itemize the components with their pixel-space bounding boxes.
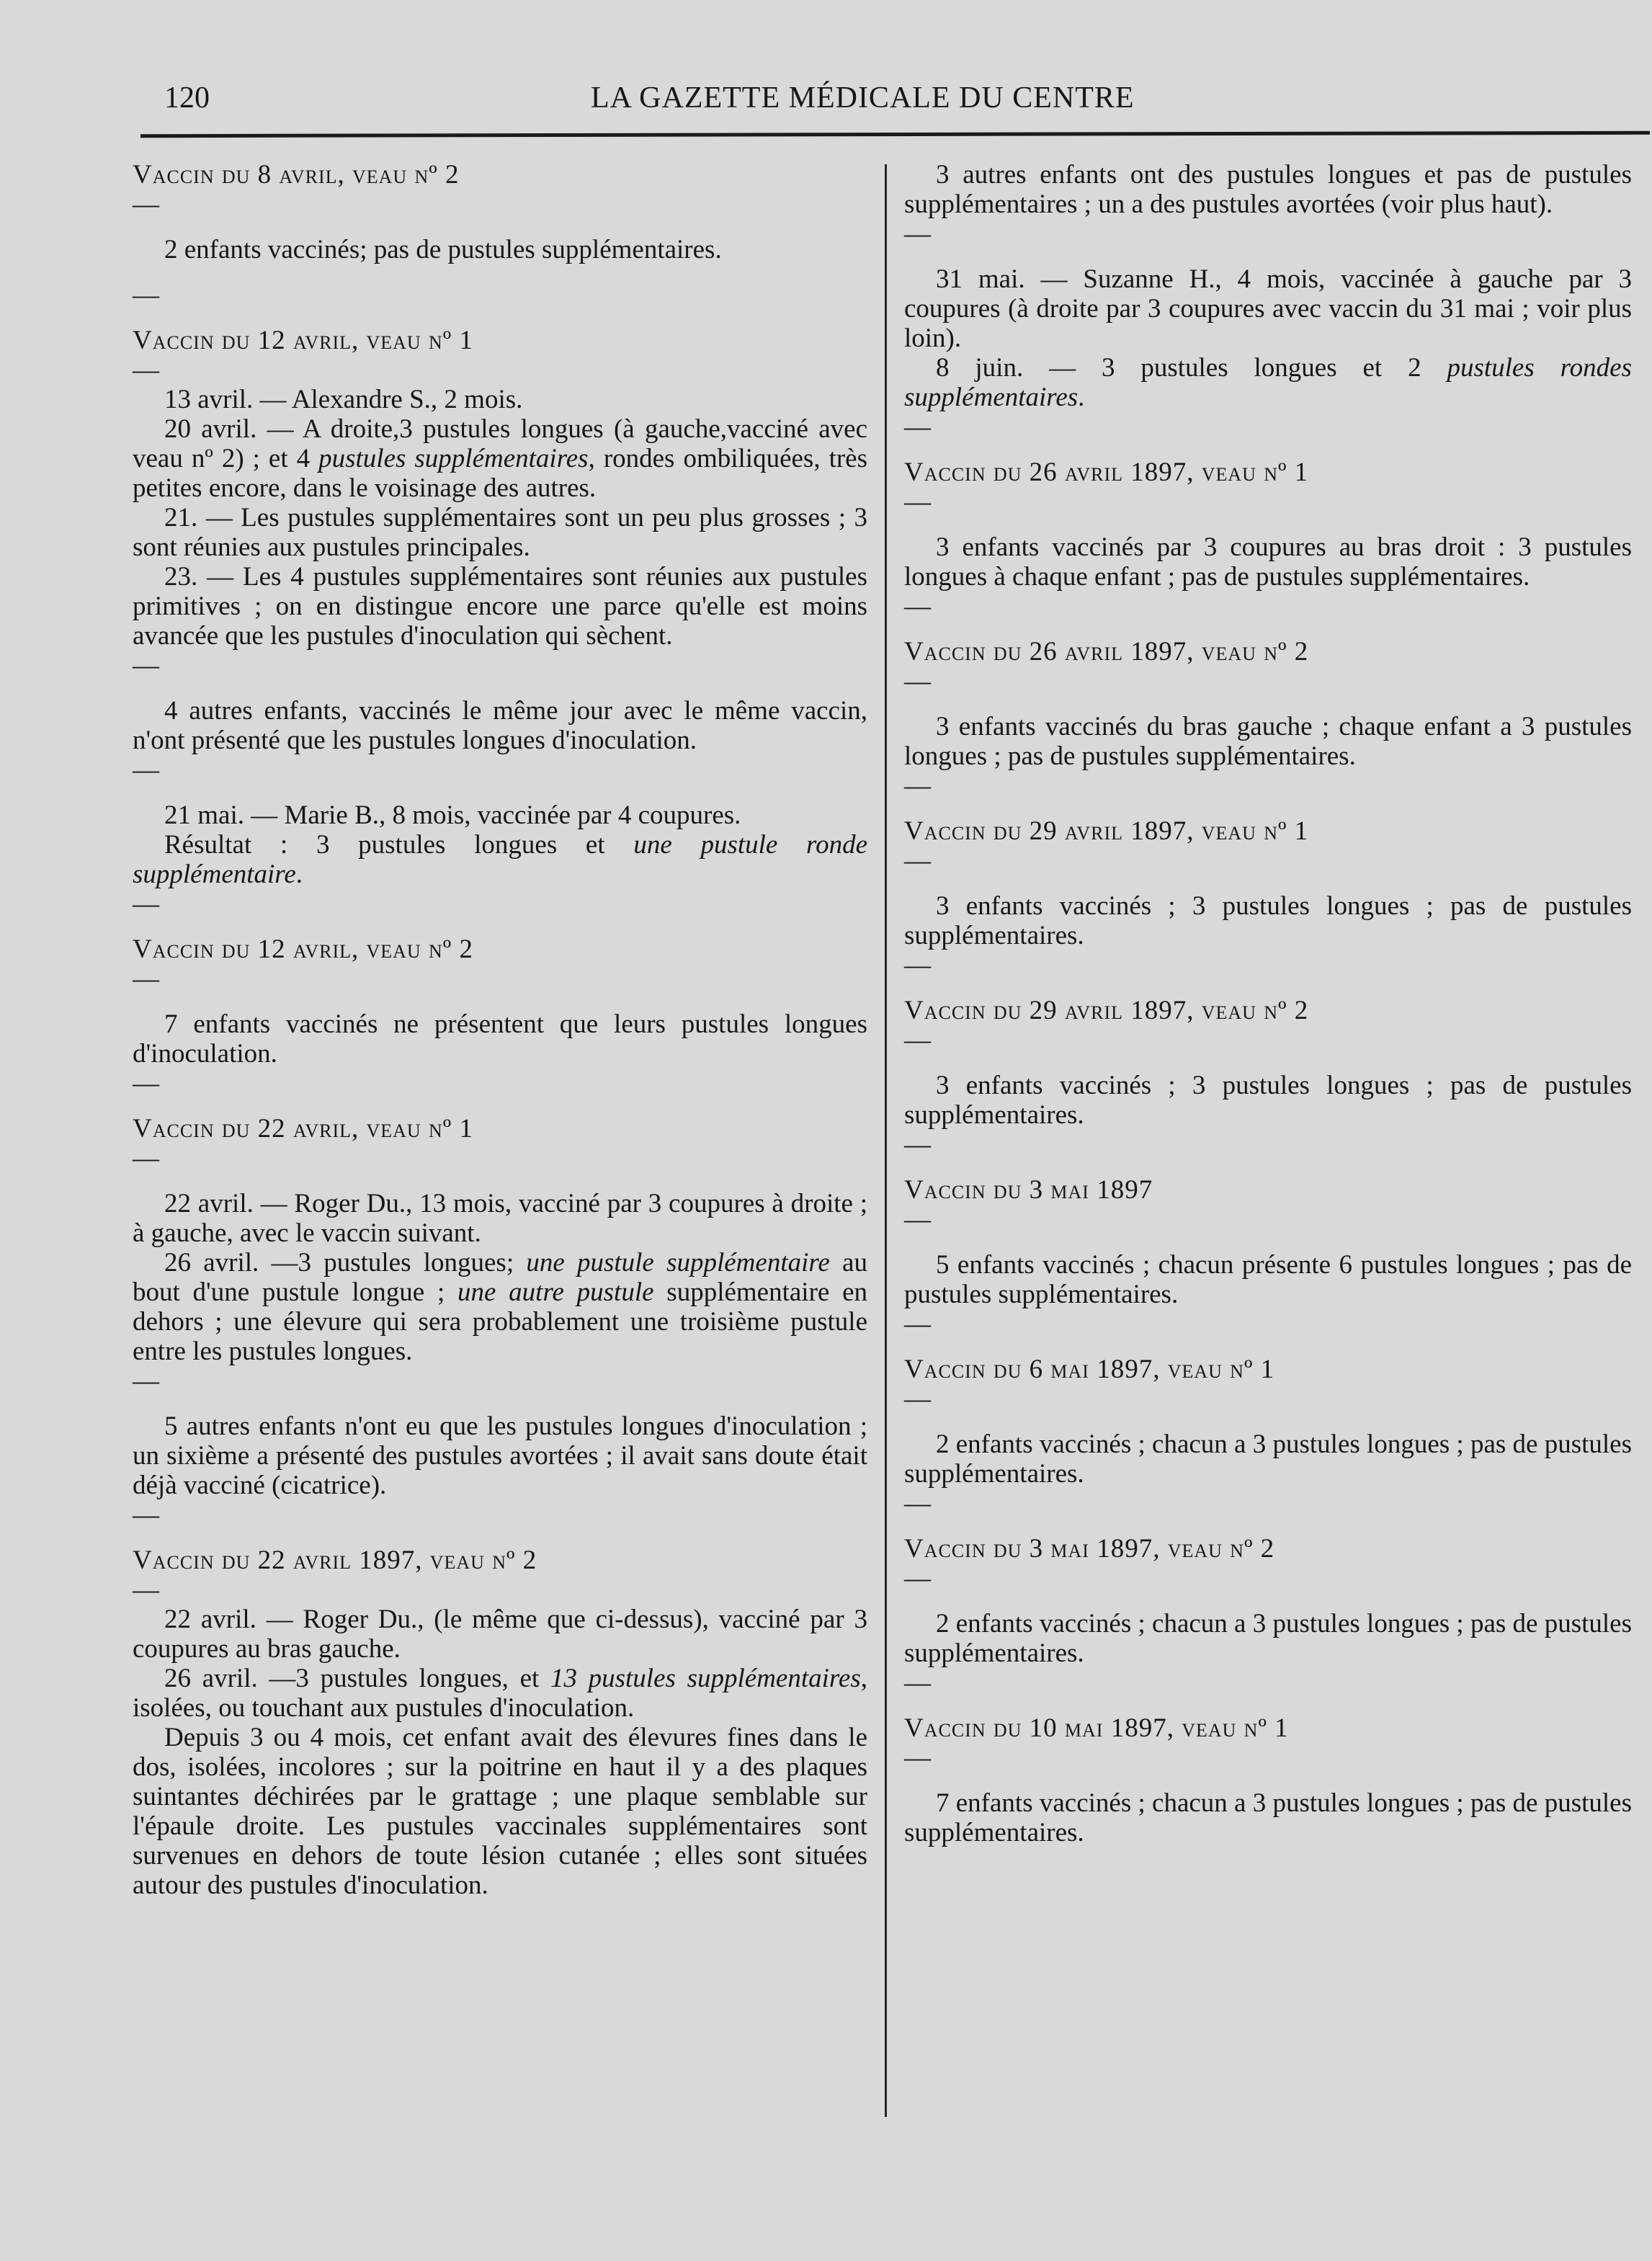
section-heading: Vaccin du 3 mai 1897 — [904, 1175, 1153, 1205]
paragraph: 23. — Les 4 pustules supplémentaires sont réunies aux pustules primitives ; on en distingue encore une parce qu'elle est moins avancée que les pustules d'inoculation qui sèchent. — [133, 562, 867, 651]
section-heading: Vaccin du 29 avril 1897, veau nº 2 — [904, 996, 1309, 1025]
separator-dash: — — [904, 1668, 931, 1698]
paragraph: 3 enfants vaccinés du bras gauche ; chaque enfant a 3 pustules longues ; pas de pustules supplémentaires. — [904, 712, 1632, 771]
paragraph: 26 avril. —3 pustules longues; une pustule supplémentaire au bout d'une pustule longue ; une autre pustule supplémentaire en dehors ; une élevure qui sera probablement une troisième pustule entre les pustules longues. — [133, 1248, 868, 1366]
section-heading: Vaccin du 22 avril, veau nº 1 — [133, 1114, 473, 1143]
paragraph: 5 autres enfants n'ont eu que les pustules longues d'inoculation ; un sixième a présenté des pustules avortées ; il avait sans doute était déjà vacciné (cicatrice). — [133, 1412, 867, 1500]
separator-dash: — — [904, 771, 931, 801]
separator-dash: — — [904, 412, 931, 442]
paragraph: 7 enfants vaccinés ; chacun a 3 pustules longues ; pas de pustules supplémentaires. — [904, 1788, 1632, 1847]
separator-dash: — — [133, 1500, 159, 1530]
separator-dash: — — [904, 1743, 931, 1772]
paragraph: 3 enfants vaccinés ; 3 pustules longues ; pas de pustules supplémentaires. — [904, 891, 1632, 950]
section-heading: Vaccin du 22 avril 1897, veau nº 2 — [133, 1546, 537, 1575]
separator-dash: — — [133, 1575, 159, 1605]
separator-dash: — — [904, 592, 931, 621]
paragraph: 26 avril. —3 pustules longues, et 13 pustules supplémentaires, isolées, ou touchant aux pustules d'inoculation. — [133, 1664, 867, 1723]
separator-dash: — — [904, 1309, 931, 1339]
paragraph: 3 autres enfants ont des pustules longues et pas de pustules supplémentaires ; un a des pustules avortées (voir plus haut). — [904, 160, 1632, 219]
separator-dash: — — [133, 189, 159, 219]
separator-dash: — — [904, 1384, 931, 1414]
separator-dash: — — [904, 1564, 931, 1593]
paragraph: 13 avril. — Alexandre S., 2 mois. — [164, 385, 523, 414]
paragraph: 8 juin. — 3 pustules longues et 2 pustules rondes supplémentaires. — [904, 353, 1632, 412]
paragraph: 20 avril. — A droite,3 pustules longues (à gauche,vacciné avec veau nº 2) ; et 4 pustules supplémentaires, rondes ombiliquées, très petites encore, dans le voisinage des autres. — [133, 414, 867, 503]
separator-dash: — — [133, 964, 159, 994]
section-heading: Vaccin du 8 avril, veau nº 2 — [133, 160, 460, 189]
section-heading: Vaccin du 12 avril, veau nº 1 — [133, 326, 473, 355]
paragraph: 2 enfants vaccinés ; chacun a 3 pustules longues ; pas de pustules supplémentaires. — [904, 1430, 1632, 1489]
running-title: LA GAZETTE MÉDICALE DU CENTRE — [591, 81, 1135, 115]
paragraph: 3 enfants vaccinés ; 3 pustules longues ; pas de pustules supplémentaires. — [904, 1071, 1632, 1130]
paragraph: Résultat : 3 pustules longues et une pustule ronde supplémentaire. — [133, 830, 867, 889]
separator-dash: — — [133, 1366, 159, 1396]
separator-dash: — — [904, 1489, 931, 1518]
paragraph: 21 mai. — Marie B., 8 mois, vaccinée par 4 coupures. — [164, 801, 741, 830]
separator-dash: — — [133, 889, 159, 919]
paragraph: Depuis 3 ou 4 mois, cet enfant avait des élevures fines dans le dos, isolées, incolores ; sur la poitrine en haut il y a des plaques suintantes déchirées par le grattage ; une plaque semblable sur l'épaule droite. Les pustules vaccinales supplémentaires sont survenues en dehors de toute lésion cutanée ; elles sont situées autour des pustules d'inoculation. — [133, 1723, 867, 1900]
paragraph: 31 mai. — Suzanne H., 4 mois, vaccinée à gauche par 3 coupures (à droite par 3 coupures avec vaccin du 31 mai ; voir plus loin). — [904, 264, 1632, 353]
separator-dash: — — [904, 1205, 931, 1234]
paragraph: 2 enfants vaccinés ; chacun a 3 pustules longues ; pas de pustules supplémentaires. — [904, 1609, 1632, 1668]
separator-dash: — — [904, 487, 931, 517]
paragraph: 22 avril. — Roger Du., (le même que ci-dessus), vacciné par 3 coupures au bras gauche. — [133, 1605, 867, 1664]
paragraph: 2 enfants vaccinés; pas de pustules supplémentaires. — [164, 235, 722, 264]
section-heading: Vaccin du 3 mai 1897, veau nº 2 — [904, 1534, 1275, 1564]
separator-dash: — — [133, 355, 159, 385]
header-rule — [140, 131, 1650, 138]
paragraph: 22 avril. — Roger Du., 13 mois, vacciné par 3 coupures à droite ; à gauche, avec le vaccin suivant. — [133, 1189, 867, 1248]
section-heading: Vaccin du 26 avril 1897, veau nº 2 — [904, 637, 1309, 666]
separator-dash: — — [904, 950, 931, 980]
paragraph: 3 enfants vaccinés par 3 coupures au bras droit : 3 pustules longues à chaque enfant ; pas de pustules supplémentaires. — [904, 532, 1632, 592]
paragraph: 4 autres enfants, vaccinés le même jour avec le même vaccin, n'ont présenté que les pustules longues d'inoculation. — [133, 696, 867, 755]
section-heading: Vaccin du 29 avril 1897, veau nº 1 — [904, 816, 1309, 846]
separator-dash: — — [904, 219, 931, 249]
left-column — [133, 160, 867, 1900]
separator-dash: — — [133, 280, 159, 310]
separator-dash: — — [904, 1025, 931, 1055]
section-heading: Vaccin du 12 avril, veau nº 2 — [133, 935, 473, 964]
paragraph: 21. — Les pustules supplémentaires sont un peu plus grosses ; 3 sont réunies aux pustules principales. — [133, 503, 867, 562]
paragraph: 5 enfants vaccinés ; chacun présente 6 pustules longues ; pas de pustules supplémentaires. — [904, 1250, 1632, 1309]
section-heading: Vaccin du 10 mai 1897, veau nº 1 — [904, 1713, 1289, 1743]
separator-dash: — — [904, 666, 931, 696]
separator-dash: — — [133, 651, 159, 680]
paragraph: 7 enfants vaccinés ne présentent que leurs pustules longues d'inoculation. — [133, 1009, 867, 1069]
column-rule — [885, 164, 887, 2117]
right-column — [904, 160, 1632, 1847]
section-heading: Vaccin du 26 avril 1897, veau nº 1 — [904, 458, 1309, 487]
separator-dash: — — [904, 846, 931, 875]
separator-dash: — — [133, 1143, 159, 1173]
separator-dash: — — [133, 1069, 159, 1098]
section-heading: Vaccin du 6 mai 1897, veau nº 1 — [904, 1355, 1275, 1384]
separator-dash: — — [133, 755, 159, 785]
separator-dash: — — [904, 1130, 931, 1159]
page-number: 120 — [164, 81, 210, 115]
